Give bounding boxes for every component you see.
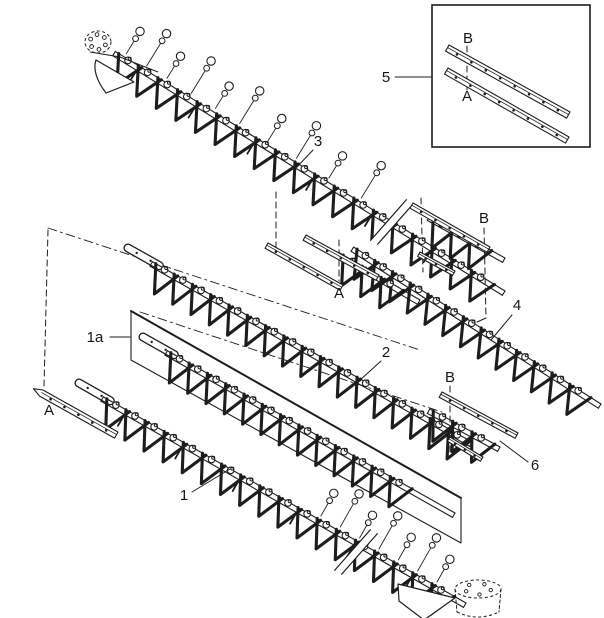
callout-inset-a [462,88,472,105]
callout-label-mid-b: B [478,210,490,227]
callout-label-mid-a: A [333,285,345,302]
callout-label-item-5: 5 [381,69,391,86]
callout-inset-b [463,30,473,47]
callout-left-a [44,402,54,419]
assembly-1a-knife [143,337,455,517]
drop-mid-b [484,228,486,318]
callout-item-6 [500,441,539,474]
callout-label-item-1: 1 [179,487,189,504]
callout-item-4 [491,297,521,340]
callout-label-item-3: 3 [313,133,323,150]
callout-item-2 [359,344,390,381]
guide-lower [140,312,442,412]
callout-label-item-2: 2 [381,344,391,361]
callout-label-inset-a: A [461,88,473,105]
callout-label-inset-b: B [462,30,474,47]
callout-label-item-1a: 1a [86,329,104,346]
callout-item-5 [382,69,431,86]
callout-item-1a [87,329,130,346]
drive-head-top [85,31,158,93]
callouts [44,30,539,504]
callout-mid-b [479,210,489,227]
callout-label-six-b: B [444,369,456,386]
callout-label-item-6: 6 [530,457,540,474]
drop-left-a [44,230,48,386]
construction-guides [44,46,486,455]
callout-label-left-a: A [43,402,55,419]
callout-mid-a [334,285,344,302]
callout-label-item-4: 4 [512,297,522,314]
callout-six-b [445,369,455,386]
